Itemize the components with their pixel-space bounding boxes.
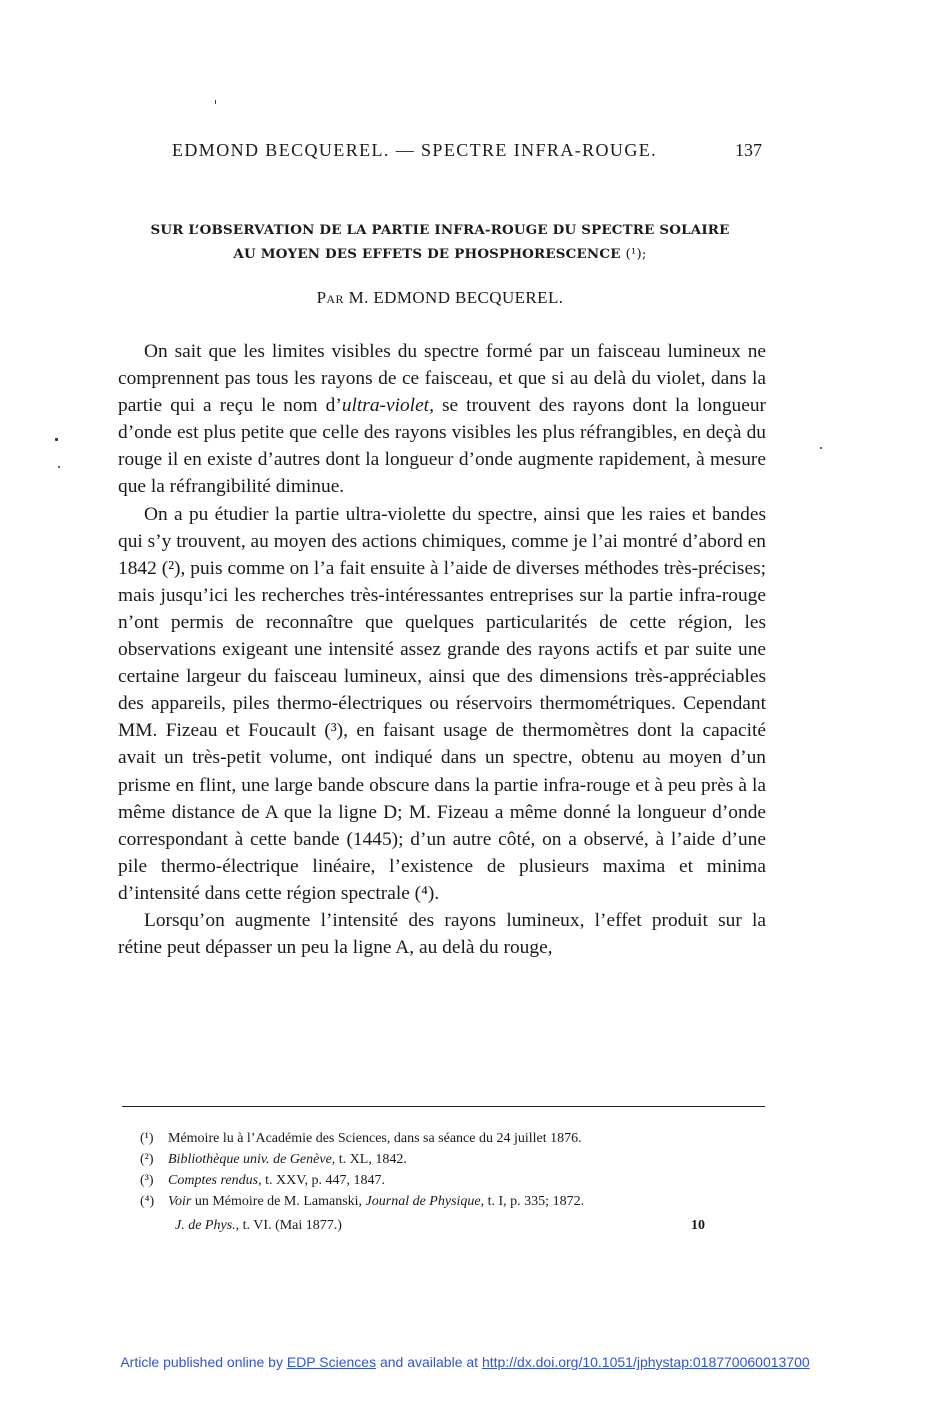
footnote-rule <box>122 1106 765 1107</box>
footnote-3 <box>140 1170 760 1191</box>
footnote-4-source: Journal de Physique, <box>365 1194 485 1209</box>
footnote-1-mark: (¹) <box>140 1131 154 1146</box>
title-line-1: SUR L’OBSERVATION DE LA PARTIE INFRA-ROUGE DU SPECTRE SOLAIRE <box>150 222 730 238</box>
banner-prefix: Article published online by <box>120 1354 287 1370</box>
scan-speck <box>215 100 216 104</box>
scan-speck <box>820 447 822 449</box>
footnote-2-mark: (²) <box>140 1152 154 1167</box>
paragraph-1-part-a: On sait que les limites visibles du spectre formé par un faisceau lumineux ne comprennent pas tous les rayons de ce faisceau, et que si au delà du violet, dans la partie qui a reçu le nom d’ <box>118 341 766 417</box>
running-title: EDMOND BECQUEREL. — SPECTRE INFRA-ROUGE. <box>172 140 658 160</box>
paragraph-1-part-b: se trouvent des rayons dont la longueur d’onde est plus petite que celle des rayons visibles les plus réfrangibles, en deçà du rouge il en existe d’autres dont la longueur d’onde augmente rapidement, à mesure que la réfrangibilité diminue. <box>118 395 766 498</box>
byline-prefix: Par <box>316 288 344 307</box>
scan-speck <box>58 466 60 468</box>
paragraph-1 <box>118 338 766 501</box>
byline-author: M. EDMOND BECQUEREL. <box>348 288 564 307</box>
footnote-2-source: Bibliothèque univ. de Genève, <box>168 1152 336 1167</box>
footnote-4-text: un Mémoire de M. Lamanski, <box>191 1194 366 1209</box>
page-number: 137 <box>735 140 762 160</box>
footnote-4-mark: (⁴) <box>140 1194 155 1209</box>
scan-speck <box>55 438 58 441</box>
article-body <box>118 338 766 961</box>
running-head <box>172 140 762 161</box>
footnote-1-text: Mémoire lu à l’Académie des Sciences, dans sa séance du 24 juillet 1876. <box>168 1131 582 1146</box>
footnote-3-mark: (³) <box>140 1173 154 1188</box>
footnote-2-text: t. XL, 1842. <box>335 1152 407 1167</box>
footnote-3-text: t. XXV, p. 447, 1847. <box>261 1173 386 1188</box>
publisher-banner <box>0 1354 930 1370</box>
paragraph-3: Lorsqu’on augmente l’intensité des rayons lumineux, l’effet produit sur la rétine peut dépasser un peu la ligne A, au delà du rouge, <box>118 909 766 959</box>
signature-mark: 10 <box>691 1218 705 1233</box>
footnotes <box>140 1128 760 1212</box>
journal-signature-line <box>175 1218 705 1234</box>
footnote-4 <box>140 1191 760 1212</box>
publisher-link[interactable]: EDP Sciences <box>286 1354 377 1370</box>
footnote-4-text-2: t. I, p. 335; 1872. <box>484 1194 585 1209</box>
paragraph-2: On a pu étudier la partie ultra-violette du spectre, ainsi que les raies et bandes qui s’y trouvent, au moyen des actions chimiques, comme je l’ai montré d’abord en 1842 (²), puis comme on l’a fait ensuite à l’aide de diverses méthodes très-précises; mais jusqu’ici les recherches très-intéressantes entreprises sur la partie infra-rouge n’ont permis de reconnaître que quelques particularités de cette région, les observations exigeant une intensité assez grande des rayons actifs et par suite une certaine largeur du faisceau lumineux, ainsi que des dimensions très-appréciables des appareils, piles thermo-électriques ou réservoirs thermométriques. Cependant MM. Fizeau et Foucault (³), en faisant usage de thermomètres dont la capacité avait un très-petit volume, ont indiqué dans un spectre, obtenu au moyen d’un prisme en flint, une large bande obscure dans la partie infra-rouge et à peu près à la même distance de A que la ligne D; M. Fizeau a même donné la longueur d’onde correspondant à cette bande (1445); d’un autre côté, on a observé, à l’aide d’une pile thermo-électrique linéaire, l’existence de plusieurs maxima et minima d’intensité dans cette région spectrale (⁴). <box>118 503 766 904</box>
footnote-3-source: Comptes rendus, <box>168 1173 262 1188</box>
doi-link[interactable]: http://dx.doi.org/10.1051/jphystap:018770060013700 <box>481 1354 810 1370</box>
title-footnote-ref: (¹); <box>625 247 647 262</box>
footnote-1 <box>140 1128 760 1149</box>
journal-abbrev: J. de Phys., <box>175 1218 240 1233</box>
footnote-4-voir: Voir <box>168 1194 192 1209</box>
journal-volume: t. VI. (Mai 1877.) <box>239 1218 342 1233</box>
footnote-2 <box>140 1149 760 1170</box>
byline <box>120 288 760 308</box>
title-line-2-text: AU MOYEN DES EFFETS DE PHOSPHORESCENCE <box>233 246 621 262</box>
title-line-2 <box>120 242 760 267</box>
article-title <box>120 218 760 267</box>
paragraph-1-emphasis: ultra-violet, <box>341 395 434 417</box>
banner-middle: and available at <box>376 1354 482 1370</box>
